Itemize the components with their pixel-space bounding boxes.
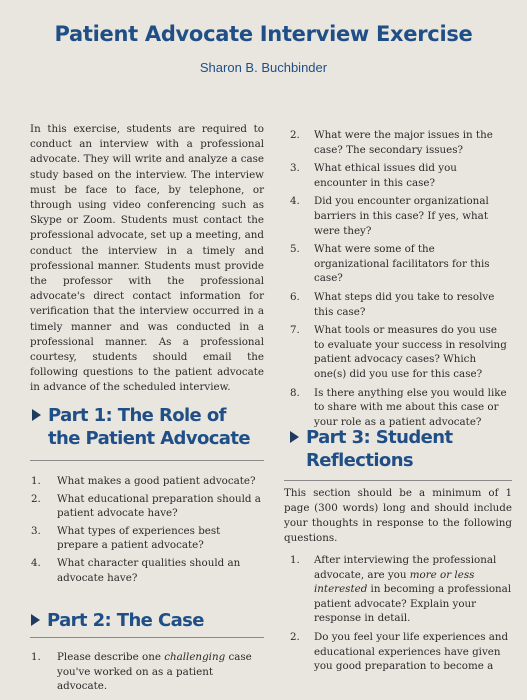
list-item: 7. What tools or measures do you use to evaluate your success in resolving patient advocacy cases? Which one(s) did you use for this case?	[290, 324, 507, 380]
intro-paragraph: In this exercise, students are required to conduct an interview with a professional advocate. They will write and analyze a case study based on the interview. The interview must be face to face, by telephone, or through using video conferencing such as Skype or Zoom. Students must contact the professional advocate, set up a meeting, and conduct the interview in a timely and professional manner. Students must provide the professor with the professional advocate's direct contact information for verification that the interview occurred in a timely manner and was conducted in a professional manner. As a professional courtesy, students should email the following questions to the patient advocate in advance of the scheduled interview.	[30, 123, 264, 394]
document-title: Patient Advocate Interview Exercise	[54, 22, 473, 46]
list-item: 5. What were some of the organizational facilitators for this case?	[290, 243, 490, 285]
section-divider	[284, 480, 512, 481]
section-divider	[30, 460, 264, 461]
part2-heading: Part 2: The Case	[47, 609, 262, 632]
section-divider	[30, 637, 264, 638]
triangle-bullet-icon	[32, 409, 41, 421]
list-item: 2. Do you feel your life experiences and educational experiences have given you good preparation to become a	[290, 630, 509, 673]
list-item: 6. What steps did you take to resolve this case?	[290, 290, 495, 318]
list-item: 1. After interviewing the professional advocate, are you more or less interested in becoming a professional patient advocate? Explain your response in detail.	[290, 554, 512, 625]
list-item: 2. What educational preparation should a patient advocate have?	[31, 492, 261, 520]
part1-heading: Part 1: The Role of the Patient Advocate	[48, 404, 263, 450]
triangle-bullet-icon	[31, 614, 40, 626]
list-item: 3. What types of experiences best prepare a patient advocate?	[31, 524, 221, 552]
triangle-bullet-icon	[290, 431, 299, 443]
list-item: 1. What makes a good patient advocate?	[31, 475, 256, 487]
part3-heading: Part 3: Student Reflections	[306, 426, 506, 472]
part1-questions-list	[31, 474, 261, 588]
list-item: 3. What ethical issues did you encounter in this case?	[290, 162, 457, 189]
part2-questions-list	[31, 650, 261, 694]
case-questions-list	[290, 128, 510, 433]
part3-intro-paragraph: This section should be a minimum of 1 page (300 words) long and should include your thoughts in response to the following questions.	[284, 487, 512, 544]
list-item: 4. Did you encounter organizational barriers in this case? If yes, what were they?	[290, 195, 489, 237]
list-item: 2. What were the major issues in the case? The secondary issues?	[290, 129, 493, 156]
list-item: 8. Is there anything else you would like to share with me about this case or your role as a patient advocate?	[290, 386, 507, 428]
list-item: 1. Please describe one challenging case you've worked on as a patient advocate.	[31, 651, 252, 693]
author-name: Sharon B. Buchbinder	[199, 60, 328, 75]
list-item: 4. What character qualities should an advocate have?	[31, 556, 241, 584]
part3-questions-list	[290, 553, 512, 678]
